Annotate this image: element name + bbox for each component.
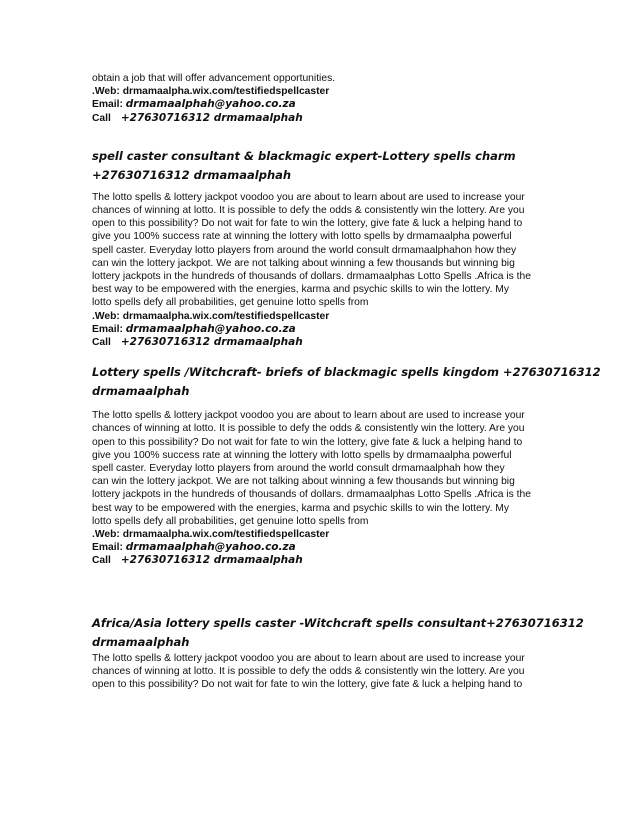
heading-line: Lottery spells /Witchcraft- briefs of blackmagic spells kingdom +27630716312 [92, 365, 601, 380]
paragraph-line: spell caster. Everyday lotto players from around the world consult drmamaalphah how they [92, 463, 505, 475]
call-value: +27630716312 drmamaalphah [120, 111, 303, 124]
paragraph-line: The lotto spells & lottery jackpot voodoo you are about to learn about are used to increase your [92, 652, 525, 664]
email-value: drmamaalphah@yahoo.co.za [125, 322, 296, 335]
web-link: .Web: drmamaalpha.wix.com/testifiedspellcaster [92, 529, 330, 541]
call-row [92, 336, 554, 349]
heading-line: Africa/Asia lottery spells caster -Witchcraft spells consultant+27630716312 [92, 615, 584, 630]
call-label: Call [92, 112, 111, 124]
paragraph-line: give you 100% success rate at winning the lottery with lotto spells by drmamaalpha powerful [92, 231, 512, 243]
call-row [92, 112, 554, 125]
call-value: +27630716312 drmamaalphah [120, 336, 303, 349]
paragraph-line: lotto spells defy all probabilities, get genuine lotto spells from [92, 515, 369, 527]
paragraph-line: The lotto spells & lottery jackpot voodoo you are about to learn about are used to increase your [92, 410, 525, 422]
web-link: .Web: drmamaalpha.wix.com/testifiedspellcaster [92, 310, 330, 322]
paragraph-line: spell caster. Everyday lotto players from around the world consult drmamaalphahon how they [92, 244, 517, 256]
paragraph-line: open to this possibility? Do not wait for fate to win the lottery, give fate & luck a helping hand to [92, 436, 523, 448]
document-content [92, 72, 601, 691]
heading-line: drmamaalphah [92, 634, 190, 649]
paragraph-line: chances of winning at lotto. It is possible to defy the odds & consistently win the lottery. Are you [92, 665, 525, 677]
paragraph-line: chances of winning at lotto. It is possible to defy the odds & consistently win the lottery. Are you [92, 205, 525, 217]
email-label: Email: [92, 99, 123, 111]
paragraph-line: best way to be empowered with the energies, karma and psychic skills to win the lottery. My [92, 284, 510, 296]
call-value: +27630716312 drmamaalphah [120, 554, 303, 567]
paragraph-line: can win the lottery jackpot. We are not talking about winning a few thousands but winning big [92, 257, 515, 269]
email-value: drmamaalphah@yahoo.co.za [125, 98, 296, 111]
email-row [92, 541, 554, 554]
paragraph-line: can win the lottery jackpot. We are not talking about winning a few thousands but winning big [92, 476, 515, 488]
email-label: Email: [92, 542, 123, 554]
call-label: Call [92, 555, 111, 567]
web-link: .Web: drmamaalpha.wix.com/testifiedspellcaster [92, 86, 330, 98]
paragraph-line: best way to be empowered with the energies, karma and psychic skills to win the lottery. My [92, 502, 510, 514]
email-label: Email: [92, 323, 123, 335]
paragraph-line: lotto spells defy all probabilities, get genuine lotto spells from [92, 297, 369, 309]
intro-block [92, 72, 554, 125]
email-row [92, 323, 554, 336]
intro-line: obtain a job that will offer advancement opportunities. [92, 73, 336, 84]
paragraph-line: lottery jackpots in the hundreds of thousands of dollars. drmamaalphas Lotto Spells .Africa is the [92, 271, 532, 283]
section1-heading [92, 147, 554, 185]
heading-line: drmamaalphah [92, 384, 190, 399]
paragraph-line: open to this possibility? Do not wait for fate to win the lottery, give fate & luck a helping hand to [92, 218, 523, 230]
email-row [92, 98, 554, 111]
section1-paragraph [92, 191, 554, 349]
section3-heading [92, 614, 584, 652]
paragraph-line: lottery jackpots in the hundreds of thousands of dollars. drmamaalphas Lotto Spells .Africa is the [92, 489, 532, 501]
paragraph-line: give you 100% success rate at winning the lottery with lotto spells by drmamaalpha powerful [92, 449, 512, 461]
email-value: drmamaalphah@yahoo.co.za [125, 541, 296, 554]
paragraph-line: open to this possibility? Do not wait for fate to win the lottery, give fate & luck a helping hand to [92, 679, 523, 691]
paragraph-line: The lotto spells & lottery jackpot voodoo you are about to learn about are used to increase your [92, 191, 525, 203]
call-row [92, 554, 554, 567]
heading-line: spell caster consultant & blackmagic expert-Lottery spells charm [92, 148, 516, 163]
call-label: Call [92, 337, 111, 349]
heading-line: +27630716312 drmamaalphah [92, 167, 292, 182]
section2-paragraph [92, 409, 554, 567]
section2-heading [92, 363, 601, 401]
paragraph-line: chances of winning at lotto. It is possible to defy the odds & consistently win the lottery. Are you [92, 423, 525, 435]
section3-paragraph [92, 652, 554, 692]
